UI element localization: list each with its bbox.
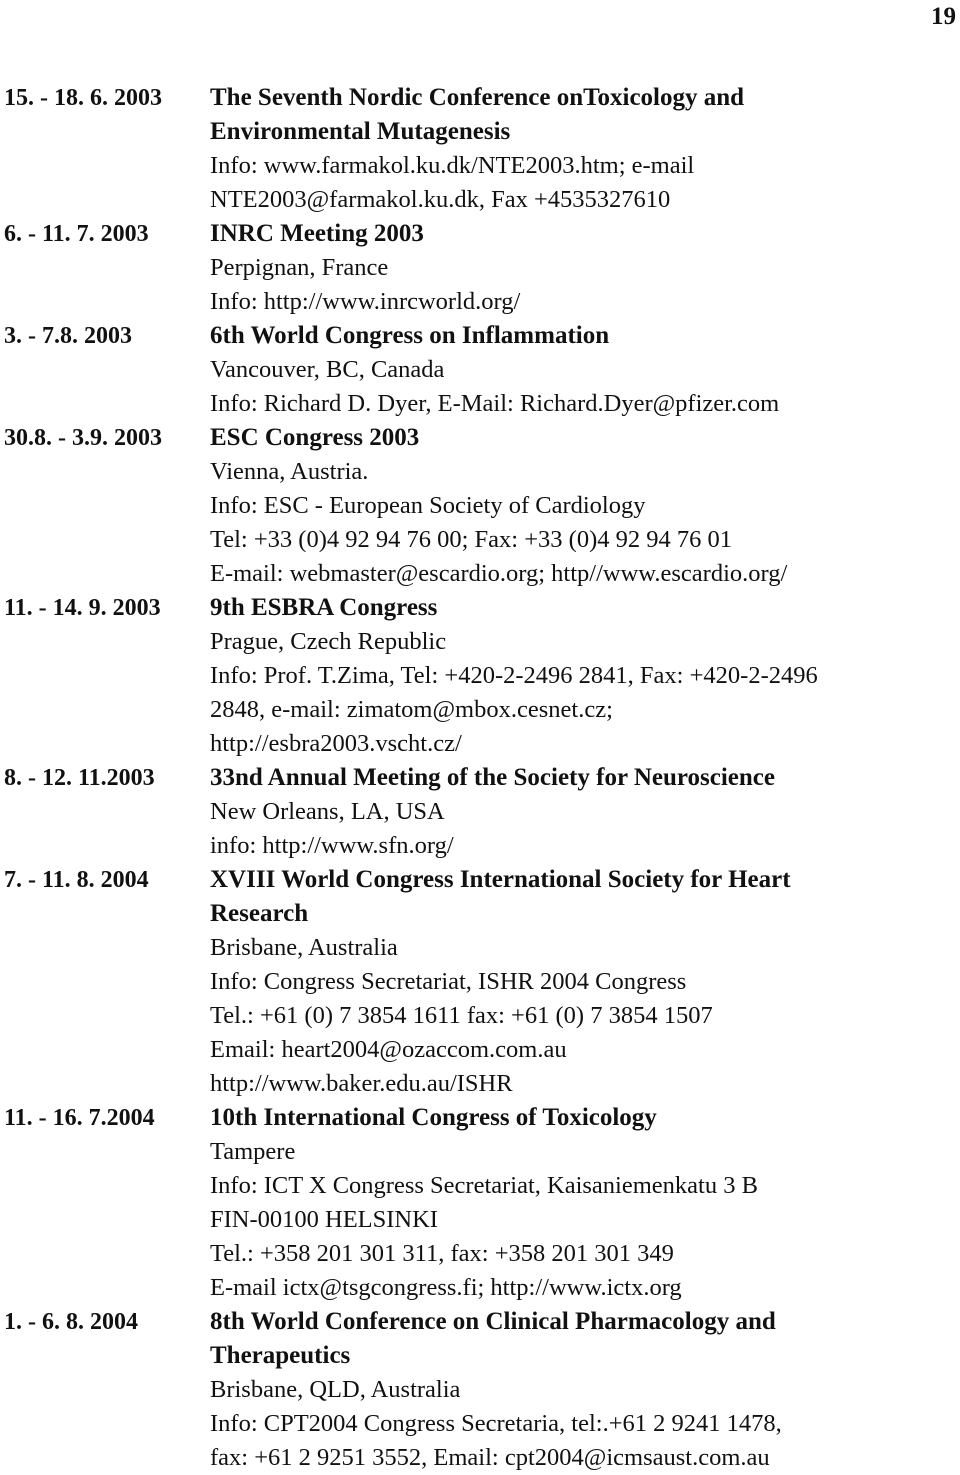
event-date: 15. - 18. 6. 2003 — [4, 85, 162, 111]
event-date: 7. - 11. 8. 2004 — [4, 867, 149, 893]
event-date: 6. - 11. 7. 2003 — [4, 221, 149, 247]
event-date: 8. - 12. 11.2003 — [4, 765, 155, 791]
event-details — [210, 319, 954, 421]
event-info-line: Info: ICT X Congress Secretariat, Kaisaniemenkatu 3 B — [210, 1172, 758, 1199]
event-title: Therapeutics — [210, 1342, 351, 1369]
event-info-line: Info: Prof. T.Zima, Tel: +420-2-2496 2841, Fax: +420-2-2496 — [210, 662, 818, 689]
event-date: 11. - 14. 9. 2003 — [4, 595, 161, 621]
event-details — [210, 761, 954, 863]
event-title: Research — [210, 900, 309, 927]
event-details — [210, 1305, 954, 1475]
event-details — [210, 81, 954, 217]
event-info-line: Email: heart2004@ozaccom.com.au — [210, 1036, 567, 1063]
event-title: 9th ESBRA Congress — [210, 594, 438, 621]
event-title: 10th International Congress of Toxicology — [210, 1104, 657, 1131]
event-info-line: Vienna, Austria. — [210, 458, 369, 485]
event-info-line: Info: http://www.inrcworld.org/ — [210, 288, 521, 315]
event-info-line: fax: +61 2 9251 3552, Email: cpt2004@icmsaust.com.au — [210, 1444, 770, 1471]
event-info-line: Perpignan, France — [210, 254, 389, 281]
event-info-line: Tampere — [210, 1138, 296, 1165]
event-date: 1. - 6. 8. 2004 — [4, 1309, 138, 1335]
event-info-line: Info: Congress Secretariat, ISHR 2004 Congress — [210, 968, 687, 995]
event-info-line: Tel: +33 (0)4 92 94 76 00; Fax: +33 (0)4 92 94 76 01 — [210, 526, 733, 553]
event-list — [4, 81, 954, 1475]
event-info-line: E-mail: webmaster@escardio.org; http//www.escardio.org/ — [210, 560, 788, 587]
event-info-line: Tel.: +61 (0) 7 3854 1611 fax: +61 (0) 7 3854 1507 — [210, 1002, 713, 1029]
event-info-line: Info: CPT2004 Congress Secretaria, tel:.+61 2 9241 1478, — [210, 1410, 782, 1437]
event-info-line: http://esbra2003.vscht.cz/ — [210, 730, 462, 757]
event-info-line: FIN-00100 HELSINKI — [210, 1206, 438, 1233]
event-details — [210, 1101, 954, 1305]
event-entry — [4, 319, 954, 421]
event-entry — [4, 81, 954, 217]
event-entry — [4, 863, 954, 1101]
event-title: INRC Meeting 2003 — [210, 220, 424, 247]
event-details — [210, 863, 954, 1101]
event-info-line: NTE2003@farmakol.ku.dk, Fax +4535327610 — [210, 186, 671, 213]
event-info-line: 2848, e-mail: zimatom@mbox.cesnet.cz; — [210, 696, 613, 723]
event-details — [210, 217, 954, 319]
event-info-line: Brisbane, QLD, Australia — [210, 1376, 461, 1403]
event-details — [210, 591, 954, 761]
event-date: 3. - 7.8. 2003 — [4, 323, 132, 349]
event-info-line: Brisbane, Australia — [210, 934, 398, 961]
event-details — [210, 421, 954, 591]
event-entry — [4, 421, 954, 591]
event-title: ESC Congress 2003 — [210, 424, 420, 451]
event-entry — [4, 217, 954, 319]
event-info-line: New Orleans, LA, USA — [210, 798, 445, 825]
event-title: 33nd Annual Meeting of the Society for Neuroscience — [210, 764, 776, 791]
event-info-line: Vancouver, BC, Canada — [210, 356, 445, 383]
event-info-line: Info: ESC - European Society of Cardiology — [210, 492, 646, 519]
event-info-line: Tel.: +358 201 301 311, fax: +358 201 301 349 — [210, 1240, 674, 1267]
event-title: 6th World Congress on Inflammation — [210, 322, 610, 349]
event-info-line: Info: Richard D. Dyer, E-Mail: Richard.Dyer@pfizer.com — [210, 390, 780, 417]
event-date: 30.8. - 3.9. 2003 — [4, 425, 162, 451]
event-entry — [4, 1101, 954, 1305]
event-info-line: http://www.baker.edu.au/ISHR — [210, 1070, 513, 1097]
event-date: 11. - 16. 7.2004 — [4, 1105, 155, 1131]
page-number: 19 — [931, 3, 956, 30]
event-info-line: E-mail ictx@tsgcongress.fi; http://www.ictx.org — [210, 1274, 682, 1301]
event-info-line: Prague, Czech Republic — [210, 628, 447, 655]
event-info-line: Info: www.farmakol.ku.dk/NTE2003.htm; e-mail — [210, 152, 695, 179]
event-title: XVIII World Congress International Society for Heart — [210, 866, 791, 893]
event-title: Environmental Mutagenesis — [210, 118, 511, 145]
event-entry — [4, 591, 954, 761]
event-title: 8th World Conference on Clinical Pharmacology and — [210, 1308, 776, 1335]
event-entry — [4, 761, 954, 863]
event-info-line: info: http://www.sfn.org/ — [210, 832, 454, 859]
event-title: The Seventh Nordic Conference onToxicology and — [210, 84, 745, 111]
event-entry — [4, 1305, 954, 1475]
